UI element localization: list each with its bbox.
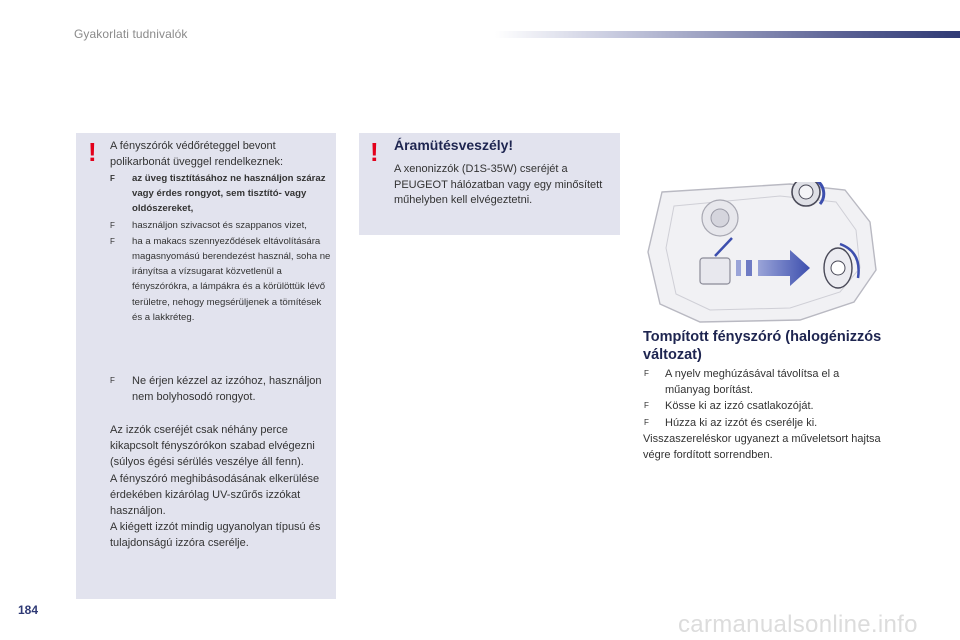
warning-text: A xenonizzók (D1S-35W) cseréjét a PEUGEOT hálózatban vagy egy minősített műhelyben kell elvégeztetni.: [394, 163, 603, 206]
section-title: Tompított fényszóró (halogénizzós változat): [643, 329, 882, 363]
warning-heading: Áramütésveszély!: [394, 137, 514, 153]
cleaning-bullet-list: [110, 171, 334, 326]
left-warning-box: [76, 133, 336, 599]
pull-arrow-stripe: [736, 260, 741, 276]
procedure-list: [644, 366, 884, 431]
headlamp-illustration: [640, 182, 880, 324]
warning-exclamation-icon: !: [88, 137, 97, 167]
section-header-title: Gyakorlati tudnivalók: [74, 27, 188, 41]
bullet-icon: F: [644, 369, 649, 378]
bullet-icon: F: [110, 376, 115, 385]
bullet-icon: F: [644, 417, 649, 427]
bullet-icon: F: [644, 401, 649, 411]
connector-block: [700, 258, 730, 284]
list-item: F az üveg tisztításához ne használjon száraz vagy érdes rongyot, sem tisztító- vagy oldószereket,: [110, 173, 326, 215]
reassembly-paragraph: Visszaszereléskor ugyanezt a műveletsort hajtsa végre fordított sorrendben.: [643, 433, 881, 462]
pull-arrow-stripe: [746, 260, 752, 276]
bulb-cover-inner: [799, 185, 813, 199]
list-item: F A nyelv meghúzásával távolítsa el a műanyag borítást.: [644, 368, 840, 397]
page-number: 184: [18, 603, 39, 617]
lamp-socket-inner: [711, 209, 729, 227]
list-item: F használjon szivacsot és szappanos vizet,: [110, 218, 334, 233]
list-item: F ha a makacs szennyeződések eltávolítására magasnyomású berendezést használ, soha ne irányítsa a vízsugarat közvetlenül a fényszórókra, a lámpákra és a körülöttük lévő területre, nehogy megsérüljenek a tömítések és a lakkréteg.: [110, 235, 331, 323]
list-item: F Kösse ki az izzó csatlakozóját.: [644, 398, 884, 414]
electric-shock-warning-box: [359, 133, 620, 235]
bulb-handling-list: [110, 373, 332, 405]
warning-exclamation-icon: !: [370, 137, 379, 167]
bullet-icon: F: [110, 174, 115, 183]
list-item: F Ne érjen kézzel az izzóhoz, használjon nem bolyhosodó rongyot.: [110, 375, 322, 404]
bullet-icon: F: [110, 220, 115, 230]
bullet-icon: F: [110, 236, 115, 246]
bulb-warning-paragraph: Az izzók cseréjét csak néhány perce kikapcsolt fényszórókon szabad elvégezni (súlyos égési sérülés veszélye áll fenn). A fényszóró meghibásodásának elkerülése érdekében kizárólag UV-szűrős izzókat használjon. A kiégett izzót mindig ugyanolyan típusú és tulajdonságú izzóra cserélje.: [110, 424, 321, 550]
header-gradient-bar: [495, 31, 960, 38]
watermark-text: carmanualsonline.info: [678, 611, 918, 638]
bulb-tip: [831, 261, 845, 275]
intro-text: A fényszórók védőréteggel bevont polikarbonát üveggel rendelkeznek:: [110, 140, 284, 168]
list-item: F Húzza ki az izzót és cserélje ki.: [644, 415, 884, 431]
